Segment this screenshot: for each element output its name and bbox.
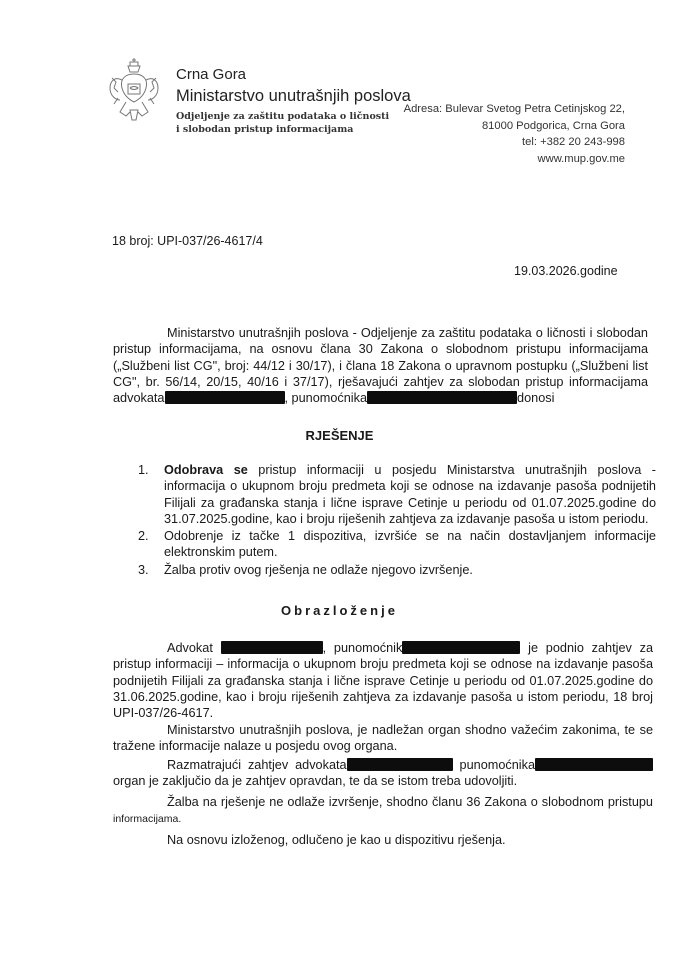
department-name [176, 110, 389, 136]
p1-punomocnik: , punomoćnik [322, 641, 403, 655]
intro-text: Ministarstvo unutrašnjih poslova - Odjeljenje za zaštitu podataka o ličnosti i slobodan pristup informacijama, na osnovu člana 30 Zakona o slobodnom pristupu informacijama („Službeni list CG", broj: 44/12 i 30/17), i člana 18 Zakona o upravnom postupku („Službeni list CG", br. 56/14, 20/15, 40/16 i 37/17), rješavajući zahtjev za slobodan pristup informacijama [113, 326, 648, 389]
intro-punomocnika-label: , punomoćnika [284, 391, 368, 406]
p4-main: Žalba na rješenje ne odlaže izvršenje, shodno članu 36 Zakona o slobodnom pristupu [167, 795, 653, 809]
coat-of-arms-icon [108, 58, 160, 124]
p1-advokat: Advokat [167, 641, 213, 655]
reasoning-paragraph-4 [113, 794, 653, 828]
p3-mid: punomoćnika [459, 758, 535, 772]
address-street: Adresa: Bulevar Svetog Petra Cetinjskog 22, [403, 103, 625, 115]
redacted-name [402, 641, 520, 654]
item-number: 3. [138, 562, 149, 577]
department-line-2: i slobodan pristup informacijama [176, 124, 354, 135]
intro-paragraph [113, 325, 648, 406]
decision-list [138, 462, 656, 579]
reasoning-paragraph-1 [113, 640, 653, 721]
address-block [404, 101, 625, 167]
ministry-name: Ministarstvo unutrašnjih poslova [176, 87, 411, 105]
reasoning-title: Obrazloženje [281, 603, 398, 618]
redacted-name [535, 758, 653, 771]
redacted-name [221, 641, 323, 654]
item-bold-lead: Odobrava se [164, 463, 248, 477]
department-line-1: Odjeljenje za zaštitu podataka o ličnosti [176, 111, 390, 122]
item-text: Odobrenje iz tačke 1 dispozitiva, izvršiće se na način dostavljanjem informacije elektronskim putem. [164, 529, 656, 560]
decision-item [138, 562, 656, 578]
reference-number: 18 broj: UPI-037/26-4617/4 [112, 234, 263, 248]
country-name: Crna Gora [176, 66, 247, 83]
redacted-name [165, 391, 285, 404]
reasoning-paragraph-2: Ministarstvo unutrašnjih poslova, je nadležan organ shodno važećim zakonima, te se tražene informacije nalaze u posjedu ovog organa. [113, 723, 653, 754]
decision-title: RJEŠENJE [305, 428, 374, 443]
redacted-name [347, 758, 453, 771]
decision-item [138, 528, 656, 561]
decision-item [138, 462, 656, 527]
p3-rest: organ je zaključio da je zahtjev opravdan, te da se istom treba udovoljiti. [113, 774, 518, 789]
p4-tail: informacijama. [113, 813, 182, 826]
website-link[interactable]: www.mup.gov.me [537, 152, 625, 165]
phone-number: tel: +382 20 243-998 [522, 136, 625, 148]
p3-start: Razmatrajući zahtjev advokata [167, 758, 347, 772]
intro-donosi: donosi [517, 391, 555, 406]
item-text: pristup informaciji u posjedu Ministarstva unutrašnjih poslova - informacija o ukupnom broju predmeta koji se odnose na izdavanje pasoša podnijetih Filijali za građanska stanja i lične isprave Cetinje u periodu od 01.07.2025.godine do 31.07.2025.godine, kao i broju riješenih zahtjeva za izdavanje pasoša u istom periodu. [164, 463, 656, 526]
item-number: 2. [138, 529, 149, 544]
item-text: Žalba protiv ovog rješenja ne odlaže njegovo izvršenje. [164, 562, 473, 577]
document-date: 19.03.2026.godine [514, 264, 618, 278]
address-city: 81000 Podgorica, Crna Gora [481, 119, 625, 132]
redacted-name [367, 391, 517, 404]
reasoning-paragraph-3 [113, 757, 653, 790]
item-number: 1. [138, 463, 149, 477]
reasoning-paragraph-5: Na osnovu izloženog, odlučeno je kao u dispozitivu rješenja. [167, 833, 506, 847]
p1-rest: je podnio zahtjev za pristup informaciji – informacija o ukupnom broju predmeta koji se odnose na izdavanje pasoša podnijetih Filijali za građanska stanja i lične isprave Cetinje u periodu od 01.07.2025.godine do 31.06.2025.godine, kao i broju riješenih zahtjeva za izdavanje pasoša u istom periodu, 18 broj UPI-037/26-4617. [113, 641, 654, 721]
intro-advokata-label: advokata [113, 391, 165, 406]
